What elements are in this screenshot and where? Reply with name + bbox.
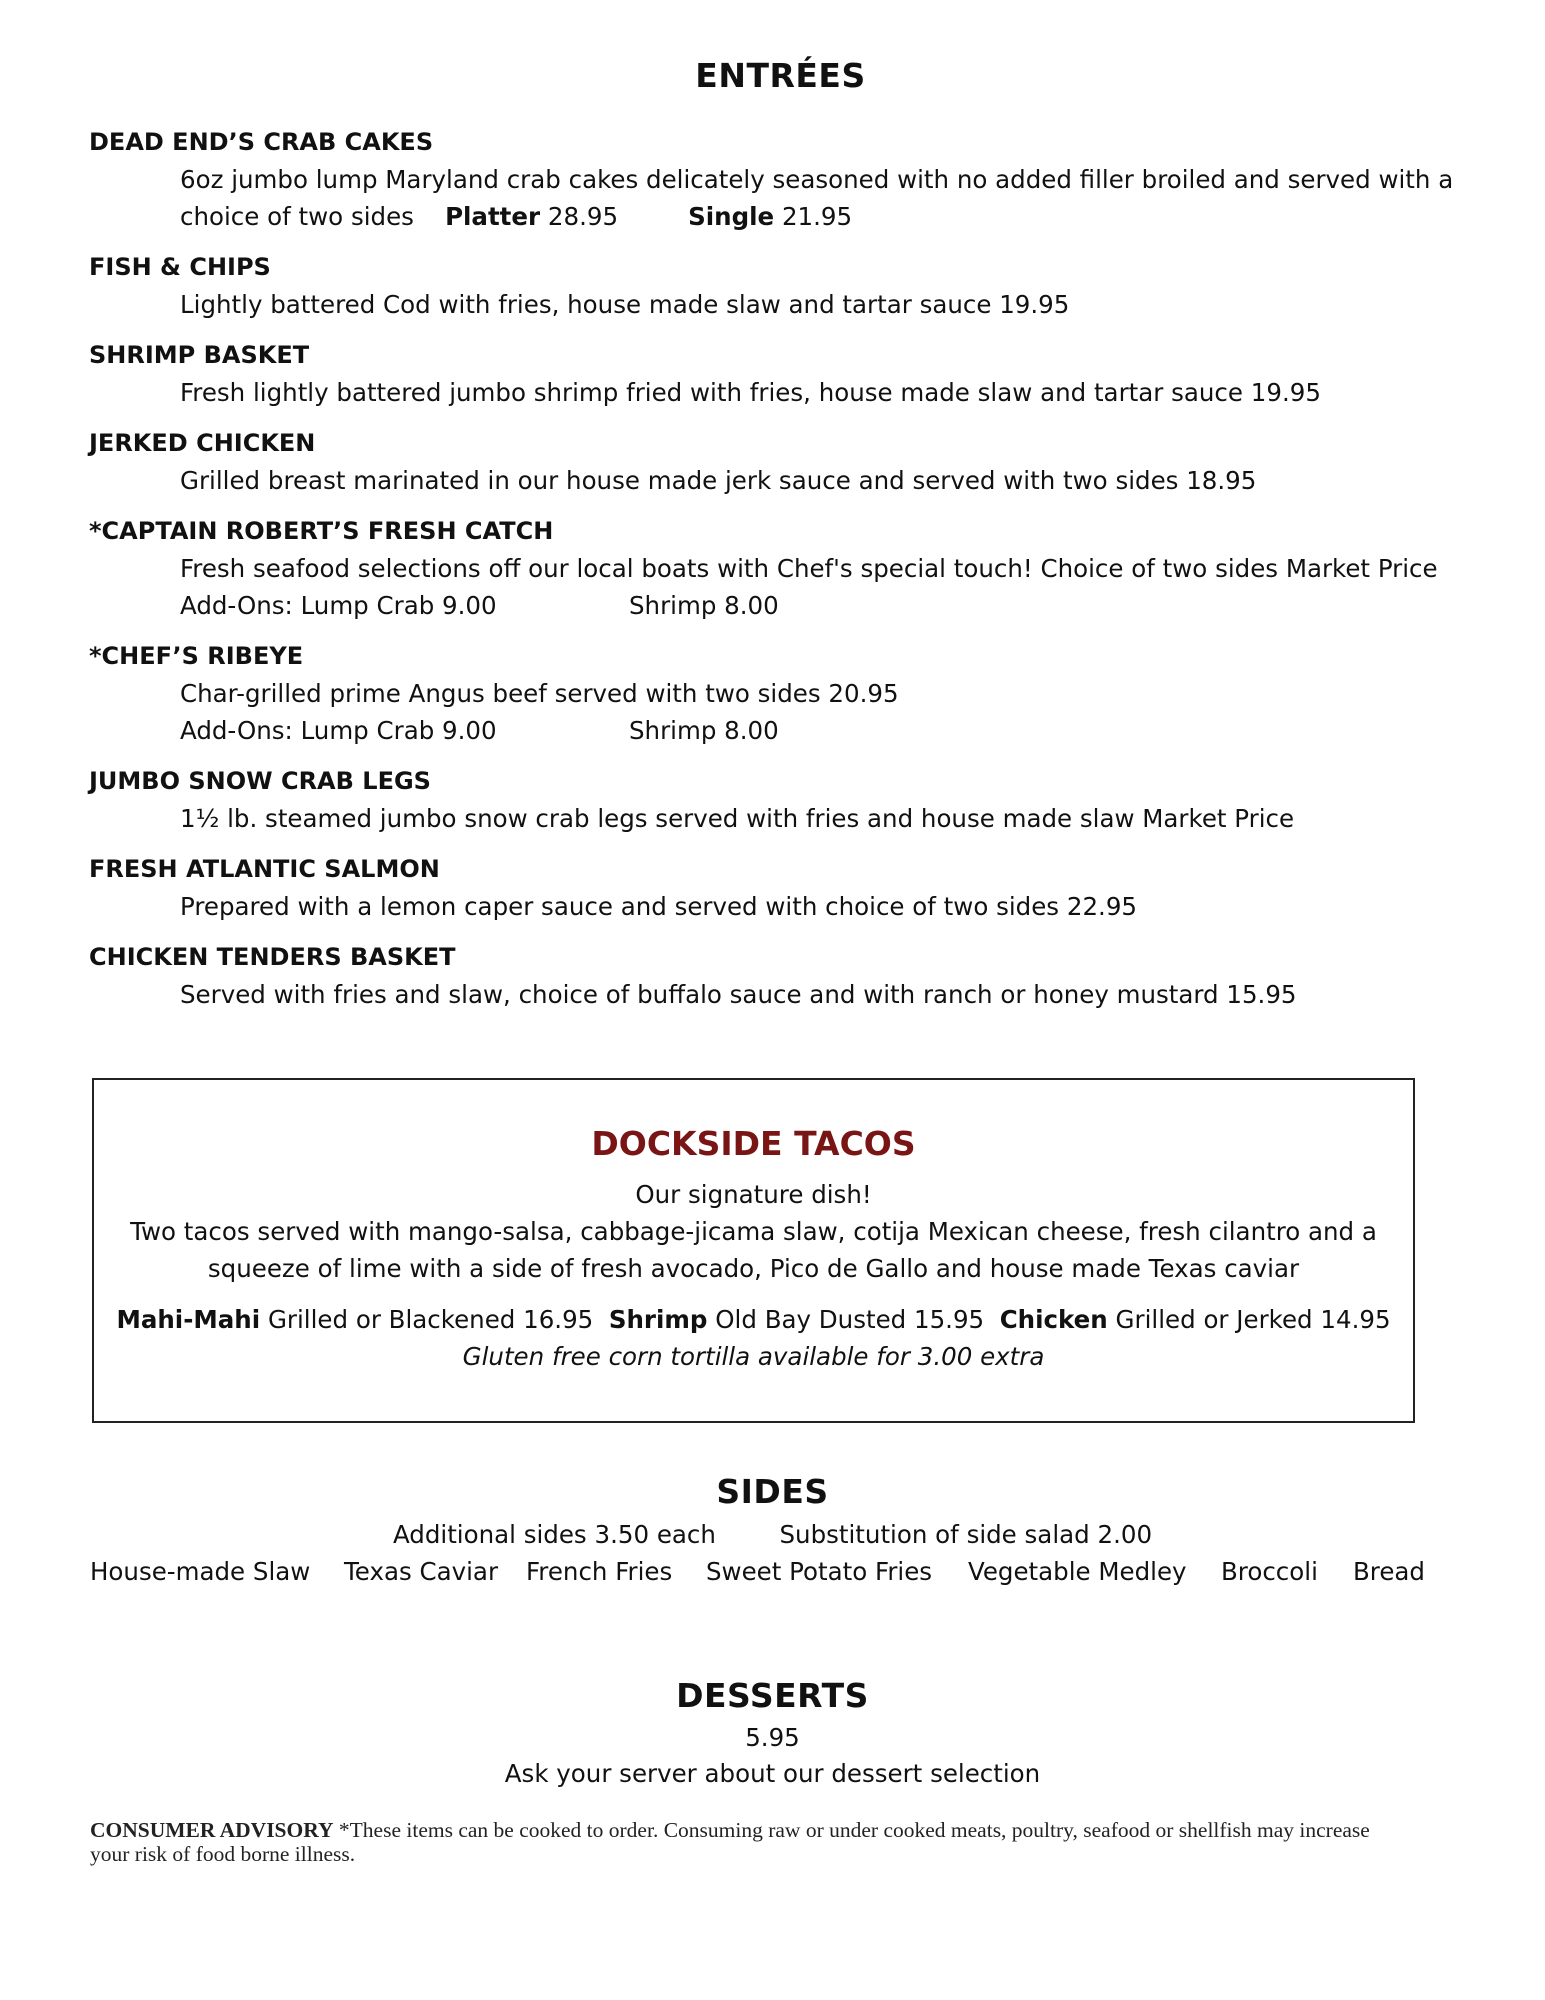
consumer-advisory bbox=[90, 1818, 1390, 1866]
desserts-note: Ask your server about our dessert selection bbox=[504, 1759, 1041, 1788]
addon-shrimp: Shrimp 8.00 bbox=[629, 591, 779, 620]
menu-item-salmon bbox=[89, 851, 1489, 925]
taco-option-name: Shrimp bbox=[608, 1305, 708, 1334]
menu-item-ribeye bbox=[89, 638, 1489, 749]
addons-row bbox=[89, 712, 1489, 749]
item-name: FRESH ATLANTIC SALMON bbox=[89, 855, 440, 883]
item-name: JERKED CHICKEN bbox=[89, 429, 316, 457]
item-description: Lightly battered Cod with fries, house made slaw and tartar sauce 19.95 bbox=[180, 290, 1070, 319]
sides-pricing bbox=[0, 1516, 1545, 1553]
side-item: French Fries bbox=[526, 1557, 673, 1586]
taco-option-name: Mahi-Mahi bbox=[116, 1305, 261, 1334]
item-description: Served with fries and slaw, choice of buffalo sauce and with ranch or honey mustard 15.95 bbox=[180, 980, 1297, 1009]
item-name: FISH & CHIPS bbox=[89, 253, 271, 281]
item-description: Prepared with a lemon caper sauce and served with choice of two sides 22.95 bbox=[180, 892, 1137, 921]
menu-item-shrimp-basket bbox=[89, 337, 1489, 411]
single-label: Single bbox=[688, 202, 775, 231]
taco-option-detail: Grilled or Blackened 16.95 bbox=[267, 1305, 594, 1334]
dockside-tacos-box bbox=[92, 1078, 1415, 1423]
single-price: 21.95 bbox=[781, 202, 853, 231]
addon-crab: Add-Ons: Lump Crab 9.00 bbox=[180, 716, 497, 745]
item-name: CHICKEN TENDERS BASKET bbox=[89, 943, 456, 971]
item-description: Fresh lightly battered jumbo shrimp fried with fries, house made slaw and tartar sauce 19.95 bbox=[180, 378, 1321, 407]
advisory-label: CONSUMER ADVISORY bbox=[90, 1818, 334, 1842]
taco-option-name: Chicken bbox=[999, 1305, 1108, 1334]
menu-item-fresh-catch bbox=[89, 513, 1489, 624]
desserts-heading: DESSERTS bbox=[676, 1676, 869, 1715]
addon-crab: Add-Ons: Lump Crab 9.00 bbox=[180, 591, 497, 620]
additional-sides-text: Additional sides 3.50 each bbox=[392, 1520, 716, 1549]
side-item: Broccoli bbox=[1221, 1557, 1318, 1586]
item-description: Char-grilled prime Angus beef served with two sides 20.95 bbox=[180, 679, 899, 708]
side-item: Bread bbox=[1353, 1557, 1425, 1586]
tacos-tagline: Our signature dish! bbox=[635, 1180, 872, 1209]
tacos-options bbox=[94, 1301, 1413, 1338]
item-name: *CAPTAIN ROBERT’S FRESH CATCH bbox=[89, 517, 554, 545]
menu-item-crab-cakes bbox=[89, 124, 1489, 235]
desserts-price: 5.95 bbox=[745, 1723, 800, 1752]
side-item: Sweet Potato Fries bbox=[706, 1557, 933, 1586]
side-salad-substitution: Substitution of side salad 2.00 bbox=[779, 1520, 1153, 1549]
item-description: 1½ lb. steamed jumbo snow crab legs served with fries and house made slaw Market Price bbox=[180, 804, 1295, 833]
item-description-text: choice of two sides bbox=[180, 202, 414, 231]
addon-shrimp: Shrimp 8.00 bbox=[629, 716, 779, 745]
entrees-heading: ENTRÉES bbox=[695, 56, 866, 95]
menu-item-fish-chips bbox=[89, 249, 1489, 323]
item-description: Fresh seafood selections off our local boats with Chef's special touch! Choice of two sides Market Price bbox=[180, 554, 1438, 583]
gluten-free-note: Gluten free corn tortilla available for 3.00 extra bbox=[462, 1342, 1045, 1371]
side-item: Vegetable Medley bbox=[968, 1557, 1187, 1586]
item-name: DEAD END’S CRAB CAKES bbox=[89, 128, 434, 156]
addons-row bbox=[89, 587, 1489, 624]
side-item: House-made Slaw bbox=[90, 1557, 311, 1586]
item-description-prices bbox=[89, 198, 1489, 235]
taco-option-detail: Old Bay Dusted 15.95 bbox=[715, 1305, 985, 1334]
item-description: Grilled breast marinated in our house made jerk sauce and served with two sides 18.95 bbox=[180, 466, 1257, 495]
item-name: JUMBO SNOW CRAB LEGS bbox=[89, 767, 431, 795]
side-item: Texas Caviar bbox=[344, 1557, 499, 1586]
platter-price: 28.95 bbox=[547, 202, 619, 231]
item-name: SHRIMP BASKET bbox=[89, 341, 310, 369]
tacos-description-line2: squeeze of lime with a side of fresh avocado, Pico de Gallo and house made Texas caviar bbox=[207, 1254, 1300, 1283]
sides-heading: SIDES bbox=[716, 1472, 829, 1511]
tacos-description-line1: Two tacos served with mango-salsa, cabbage-jicama slaw, cotija Mexican cheese, fresh cilantro and a bbox=[130, 1217, 1377, 1246]
menu-item-snow-crab-legs bbox=[89, 763, 1489, 837]
menu-item-jerked-chicken bbox=[89, 425, 1489, 499]
entrees-list bbox=[89, 124, 1489, 1013]
tacos-note bbox=[94, 1338, 1413, 1375]
menu-item-chicken-tenders bbox=[89, 939, 1489, 1013]
taco-option-detail: Grilled or Jerked 14.95 bbox=[1115, 1305, 1391, 1334]
item-name: *CHEF’S RIBEYE bbox=[89, 642, 304, 670]
tacos-heading: DOCKSIDE TACOS bbox=[591, 1124, 916, 1163]
item-description: 6oz jumbo lump Maryland crab cakes delicately seasoned with no added filler broiled and served with a bbox=[180, 165, 1454, 194]
advisory-text: *These items can be cooked to order. Consuming raw or under cooked meats, poultry, seafood or shellfish may increase your risk of food borne illness. bbox=[90, 1818, 1370, 1866]
platter-label: Platter bbox=[445, 202, 541, 231]
